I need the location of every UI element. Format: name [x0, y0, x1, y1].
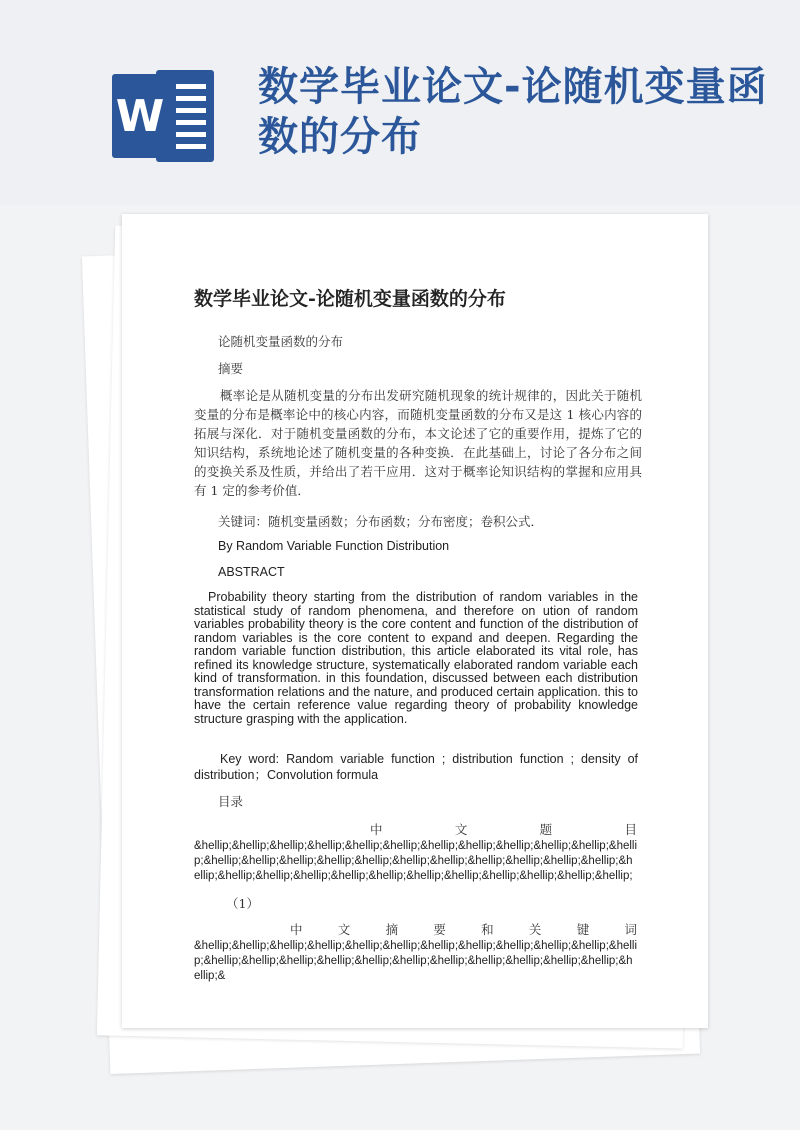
- english-title: By Random Variable Function Distribution: [218, 539, 450, 553]
- keywords-cn: 关键词：随机变量函数；分布函数；分布密度；卷积公式．: [218, 514, 544, 529]
- abstract-heading-en: ABSTRACT: [218, 565, 285, 579]
- toc-item-dots: &hellip;&hellip;&hellip;&hellip;&hellip;&hellip;&hellip;&hellip;&hellip;&hellip;&hellip;&hellip;&hellip;&hellip;&hellip;&hellip;&hellip;&hellip;&hellip;&hellip;&hellip;&hellip;&hellip;&hellip;&: [194, 940, 638, 982]
- document-subtitle: 论随机变量函数的分布: [218, 334, 344, 349]
- toc-item[interactable]: [194, 920, 638, 984]
- banner-title: 数学毕业论文-论随机变量函数的分布: [258, 64, 768, 160]
- toc-page-number: （1）: [226, 896, 259, 911]
- toc-item[interactable]: [194, 820, 638, 884]
- toc-item-label: 中文题目: [370, 822, 638, 837]
- word-document-icon: [112, 70, 214, 164]
- abstract-cn: 概率论是从随机变量的分布出发研究随机现象的统计规律的，因此关于随机变量的分布是概率论中的核心内容，而随机变量函数的分布又是这 1 核心内容的拓展与深化．对于随机变量函数的分布，本文论述了它的重要作用，提炼了它的知识结构，系统地论述了随机变量的各种变换．在此基础上，讨论了各分布之间的变换关系及性质，并给出了若干应用．这对于概率论知识结构的掌握和应用具有 1 定的参考价值．: [194, 388, 642, 498]
- document-page: [122, 214, 708, 1028]
- document-title: 数学毕业论文-论随机变量函数的分布: [194, 288, 506, 310]
- toc-heading: 目录: [218, 794, 244, 809]
- abstract-en: Probability theory starting from the distribution of random variables in the statistical study of random phenomena, and therefore on ution of random variables probability theory is the core content and function of the distribution of random variables is the core content to expand and deepen. Regarding the random variable function distribution, this article elaborated its vital role, has refined its knowledge structure, systematically elaborated random variable each kind of transformation. in this foundation, discussed between each distribution transformation relations and the nature, and produced certain application. this to have the certain reference value regarding theory of probability knowledge structure grasping with the application.: [194, 590, 638, 726]
- banner: [0, 0, 800, 205]
- abstract-heading-cn: 摘要: [218, 361, 244, 376]
- keywords-en: Key word: Random variable function ; distribution function ; density of distribution；Convolution formula: [194, 752, 638, 782]
- word-logo-letter: W: [112, 74, 168, 158]
- toc-item-dots: &hellip;&hellip;&hellip;&hellip;&hellip;&hellip;&hellip;&hellip;&hellip;&hellip;&hellip;&hellip;&hellip;&hellip;&hellip;&hellip;&hellip;&hellip;&hellip;&hellip;&hellip;&hellip;&hellip;&hellip;&hellip;&hellip;&hellip;&hellip;&hellip;&hellip;&hellip;&hellip;&hellip;&hellip;&hellip;: [194, 840, 638, 882]
- toc-item-label: 中文摘要和关键词: [290, 922, 638, 937]
